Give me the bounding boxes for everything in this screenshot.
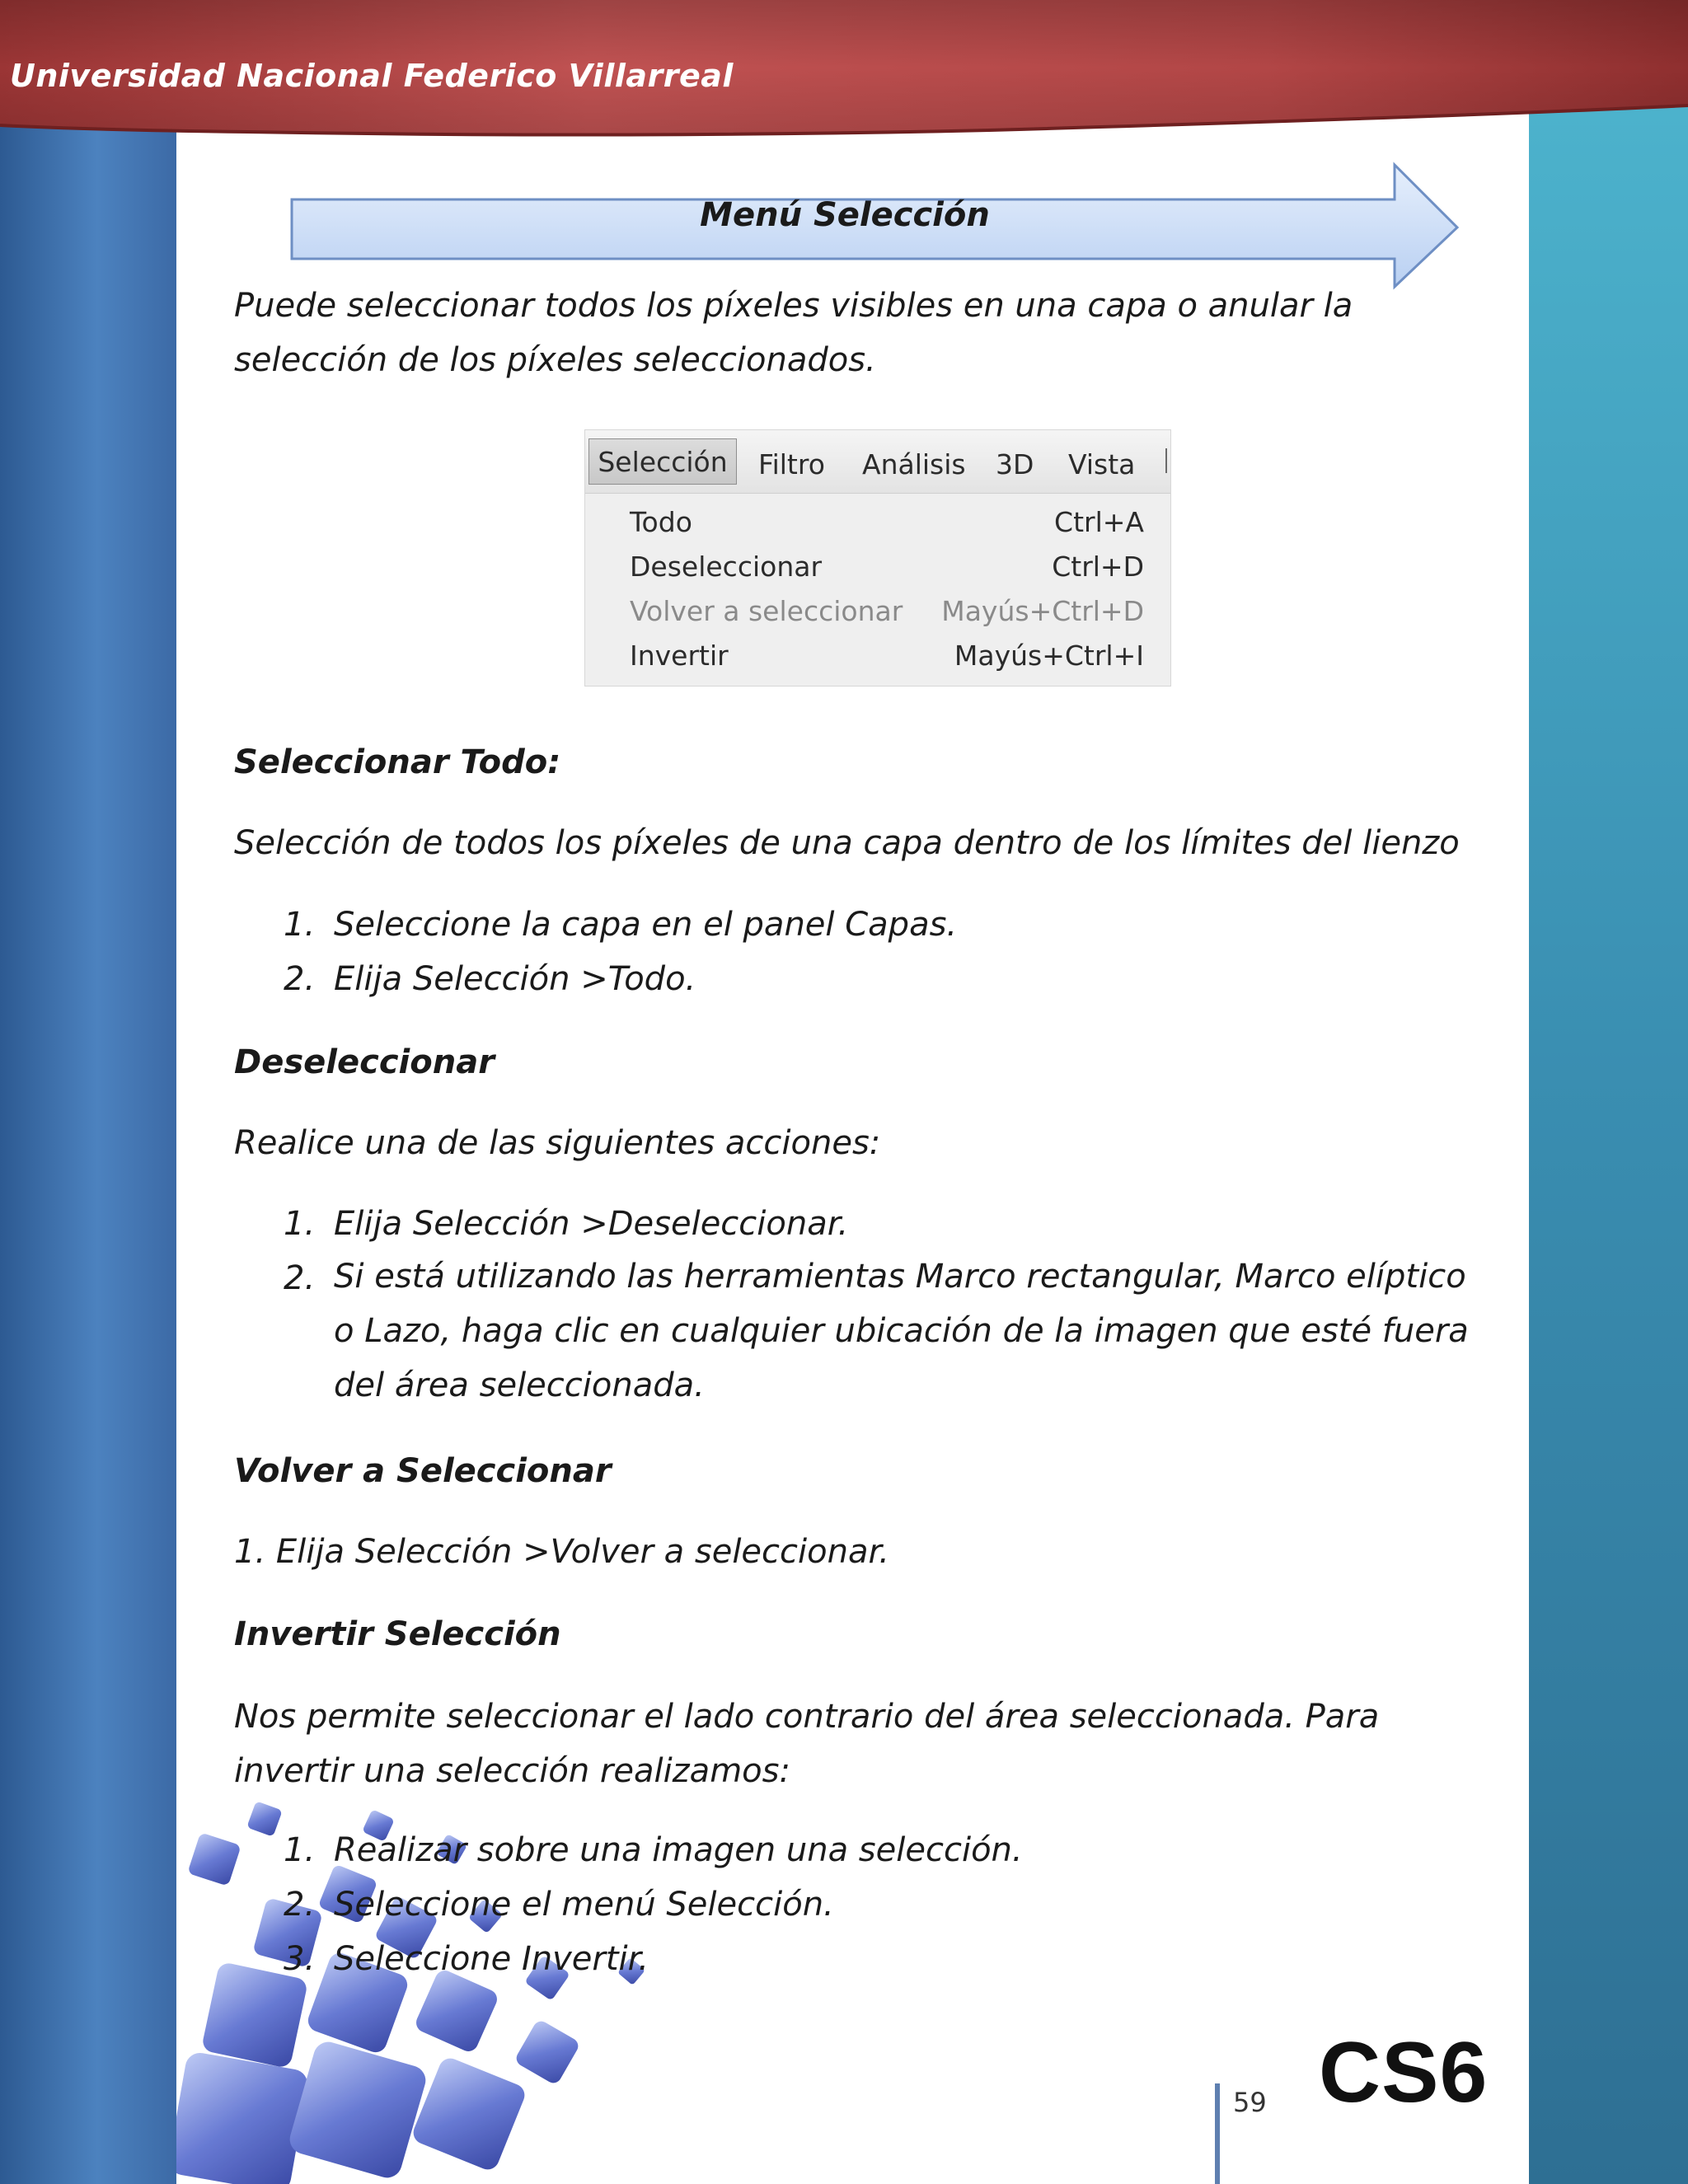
list-item: Elija Selección >Deseleccionar. <box>334 1205 849 1243</box>
description-deseleccionar: Realice una de las siguientes acciones: <box>234 1124 881 1162</box>
menubar-item-vista: Vista <box>1068 448 1136 480</box>
menu-item-label: Deseleccionar <box>630 551 823 583</box>
menu-item-shortcut: Mayús+Ctrl+I <box>954 640 1144 672</box>
list-number: 1. <box>284 1831 316 1869</box>
menu-item-invertir <box>585 635 1170 679</box>
list-number: 2. <box>284 1259 316 1297</box>
heading-volver-a-seleccionar: Volver a Seleccionar <box>234 1452 612 1490</box>
list-number: 1. <box>284 906 316 944</box>
list-item: Seleccione el menú Selección. <box>334 1886 834 1924</box>
list-number: 1. <box>284 1205 316 1243</box>
menu-item-label: Todo <box>630 506 692 538</box>
menu-screenshot <box>585 430 1170 686</box>
menubar-cutoff-mark <box>1165 448 1167 473</box>
list-item: Elija Selección >Todo. <box>334 960 696 998</box>
cs6-logo-text: CS6 <box>1319 2025 1489 2121</box>
page-number: 59 <box>1233 2087 1267 2118</box>
menu-item-todo <box>585 501 1170 546</box>
banner-title: Menú Selección <box>700 196 990 234</box>
menu-item-label: Invertir <box>630 640 729 672</box>
menubar-item-3d: 3D <box>996 448 1034 480</box>
list-item: Seleccione Invertir. <box>334 1940 649 1978</box>
menu-item-deseleccionar <box>585 546 1170 590</box>
list-item: Realizar sobre una imagen una selección. <box>334 1831 1023 1869</box>
section-banner <box>288 162 1461 293</box>
menubar-item-seleccion: Selección <box>588 438 737 485</box>
heading-deseleccionar: Deseleccionar <box>234 1043 495 1081</box>
step-volver-a-seleccionar: 1. Elija Selección >Volver a seleccionar. <box>234 1533 889 1571</box>
menu-item-shortcut: Ctrl+A <box>1054 506 1144 538</box>
heading-invertir-seleccion: Invertir Selección <box>234 1615 561 1653</box>
left-decorative-panel <box>0 115 176 2184</box>
description-seleccionar-todo: Selección de todos los píxeles de una capa dentro de los límites del lienzo <box>234 824 1460 862</box>
heading-seleccionar-todo: Seleccionar Todo: <box>234 743 561 781</box>
list-item: Seleccione la capa en el panel Capas. <box>334 906 958 944</box>
menu-item-shortcut: Ctrl+D <box>1052 551 1144 583</box>
intro-paragraph: Puede seleccionar todos los píxeles visibles en una capa o anular la selección de los píxeles seleccionados. <box>234 287 1353 379</box>
menubar <box>585 430 1170 494</box>
menu-item-label: Volver a seleccionar <box>630 595 903 627</box>
menu-item-shortcut: Mayús+Ctrl+D <box>941 595 1144 627</box>
list-item: Si está utilizando las herramientas Marco rectangular, Marco elíptico o Lazo, haga clic en cualquier ubicación de la imagen que esté fuera del área seleccionada. <box>334 1258 1469 1404</box>
right-decorative-panel <box>1529 107 1688 2184</box>
menubar-item-filtro: Filtro <box>758 448 825 480</box>
list-number: 2. <box>284 1886 316 1924</box>
page-number-divider <box>1215 2083 1220 2184</box>
list-number: 2. <box>284 960 316 998</box>
menu-item-volver-a-seleccionar <box>585 590 1170 635</box>
description-invertir: Nos permite seleccionar el lado contrario del área seleccionada. Para invertir una selección realizamos: <box>234 1698 1380 1790</box>
header-title: Universidad Nacional Federico Villarreal <box>10 58 734 94</box>
menubar-item-analisis: Análisis <box>862 448 966 480</box>
list-number: 3. <box>284 1940 316 1978</box>
